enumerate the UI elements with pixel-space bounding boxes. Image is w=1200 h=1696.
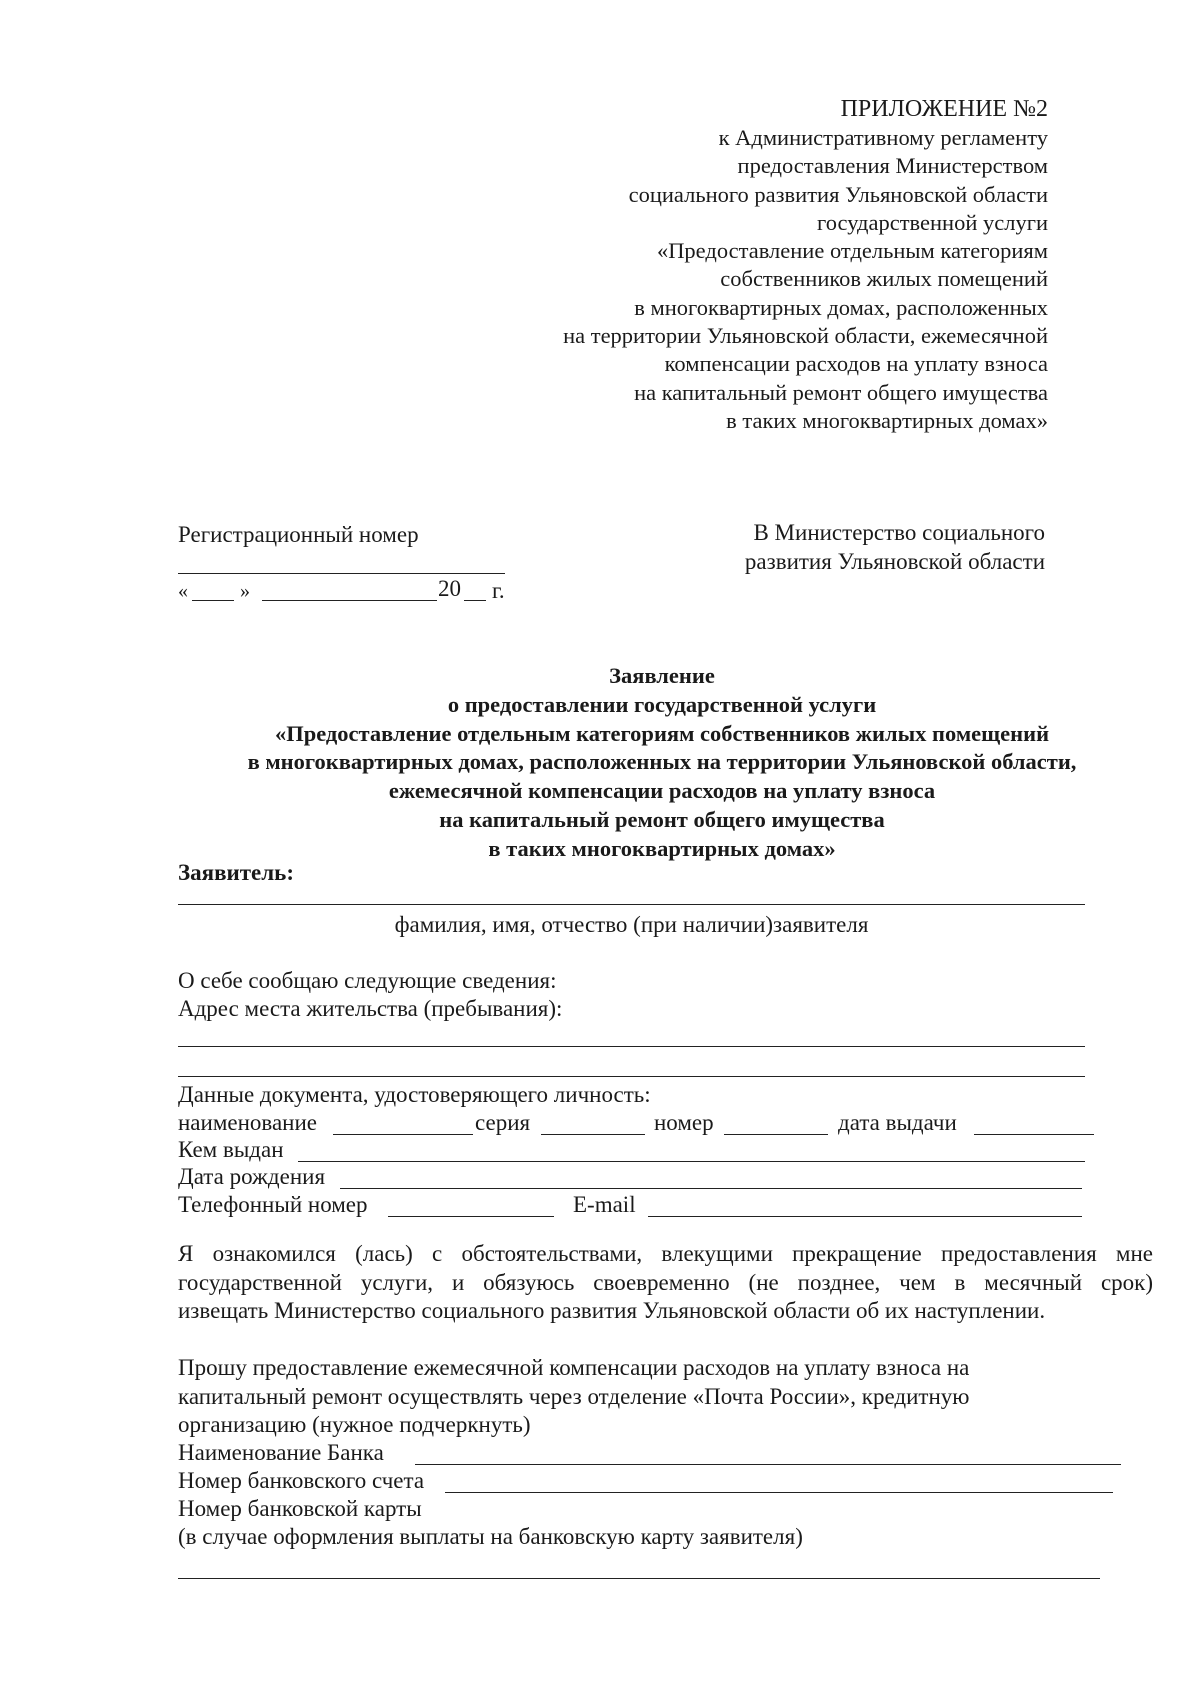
info-intro: О себе сообщаю следующие сведения: bbox=[178, 968, 557, 993]
registration-label: Регистрационный номер bbox=[178, 522, 419, 547]
title-line: ежемесячной компенсации расходов на уплату взноса bbox=[388, 778, 936, 804]
acknowledgement-paragraph bbox=[178, 1240, 1153, 1326]
year-suffix: г. bbox=[492, 578, 505, 603]
phone-label: Телефонный номер bbox=[178, 1192, 368, 1217]
title-line: в таких многоквартирных домах» bbox=[488, 835, 836, 861]
header-line: в таких многоквартирных домах» bbox=[726, 407, 1048, 433]
birth-date-field[interactable] bbox=[340, 1188, 1082, 1189]
applicant-fio-field[interactable] bbox=[178, 904, 1085, 905]
id-document-heading: Данные документа, удостоверяющего личность: bbox=[178, 1082, 651, 1107]
id-series-field[interactable] bbox=[541, 1134, 645, 1135]
header-line: собственников жилых помещений bbox=[720, 266, 1048, 292]
bank-card-note: (в случае оформления выплаты на банковскую карту заявителя) bbox=[178, 1524, 803, 1549]
id-issue-date-field[interactable] bbox=[974, 1134, 1094, 1135]
header-line: в многоквартирных домах, расположенных bbox=[634, 294, 1048, 320]
year-prefix: 20 bbox=[438, 576, 461, 601]
header-line: на территории Ульяновской области, ежемесячной bbox=[563, 323, 1048, 349]
header-line: социального развития Ульяновской области bbox=[628, 181, 1048, 207]
header-line: предоставления Министерством bbox=[737, 153, 1048, 179]
address-field-line-2[interactable] bbox=[178, 1076, 1085, 1077]
document-title bbox=[0, 662, 1200, 864]
header-line: к Административному регламенту bbox=[718, 125, 1048, 150]
header-line: «Предоставление отдельным категориям bbox=[656, 238, 1048, 264]
address-field-line-1[interactable] bbox=[178, 1046, 1085, 1047]
bank-card-field[interactable] bbox=[178, 1578, 1100, 1579]
title-line: Заявление bbox=[609, 663, 715, 688]
registration-year-field[interactable] bbox=[464, 600, 486, 601]
recipient-line: В Министерство социального bbox=[753, 520, 1045, 545]
issued-by-label: Кем выдан bbox=[178, 1137, 284, 1162]
id-number-label: номер bbox=[654, 1110, 714, 1135]
title-line: на капитальный ремонт общего имущества bbox=[439, 806, 885, 832]
payment-line: Прошу предоставление ежемесячной компенсации расходов на уплату взноса на bbox=[178, 1355, 970, 1380]
bank-card-label: Номер банковской карты bbox=[178, 1496, 422, 1521]
id-issue-date-label: дата выдачи bbox=[838, 1110, 957, 1135]
birth-date-label: Дата рождения bbox=[178, 1164, 326, 1189]
email-field[interactable] bbox=[648, 1216, 1082, 1217]
acknowledgement-line: государственной услуги, и обязуюсь своевременно (не позднее, чем в месячный срок) bbox=[178, 1269, 1153, 1295]
title-line: в многоквартирных домах, расположенных на территории Ульяновской области, bbox=[247, 749, 1077, 775]
payment-line: капитальный ремонт осуществлять через отделение «Почта России», кредитную bbox=[178, 1383, 970, 1409]
email-label: E-mail bbox=[573, 1192, 636, 1217]
id-number-field[interactable] bbox=[724, 1134, 828, 1135]
id-name-field[interactable] bbox=[333, 1134, 473, 1135]
address-label: Адрес места жительства (пребывания): bbox=[178, 996, 563, 1021]
bank-account-label: Номер банковского счета bbox=[178, 1468, 425, 1493]
title-line: о предоставлении государственной услуги bbox=[447, 691, 877, 717]
applicant-label: Заявитель: bbox=[178, 860, 294, 885]
bank-name-field[interactable] bbox=[415, 1464, 1121, 1465]
bank-account-field[interactable] bbox=[445, 1492, 1113, 1493]
appendix-header-lines bbox=[563, 124, 1048, 435]
bank-name-label: Наименование Банка bbox=[178, 1440, 384, 1465]
date-open-quote: « bbox=[178, 580, 188, 602]
registration-day-field[interactable] bbox=[192, 600, 234, 601]
acknowledgement-line: извещать Министерство социального развития Ульяновской области об их наступлении. bbox=[178, 1298, 1046, 1323]
recipient-block bbox=[745, 518, 1045, 576]
recipient-line: развития Ульяновской области bbox=[744, 549, 1045, 574]
acknowledgement-line: Я ознакомился (лась) с обстоятельствами, влекущими прекращение предоставления мне bbox=[178, 1241, 1153, 1266]
registration-number-field[interactable] bbox=[178, 573, 505, 574]
appendix-title: ПРИЛОЖЕНИЕ №2 bbox=[840, 96, 1048, 122]
applicant-fio-caption: фамилия, имя, отчество (при наличии)заявителя bbox=[394, 912, 869, 937]
date-close-quote: » bbox=[240, 580, 250, 602]
title-line: «Предоставление отдельным категориям собственников жилых помещений bbox=[274, 720, 1050, 746]
phone-field[interactable] bbox=[388, 1216, 554, 1217]
registration-month-field[interactable] bbox=[262, 600, 437, 601]
id-series-label: серия bbox=[475, 1110, 531, 1135]
payment-line: организацию (нужное подчеркнуть) bbox=[178, 1412, 531, 1437]
issued-by-field[interactable] bbox=[298, 1161, 1085, 1162]
payment-paragraph bbox=[178, 1354, 969, 1440]
header-line: государственной услуги bbox=[817, 209, 1048, 235]
id-name-label: наименование bbox=[178, 1110, 317, 1135]
header-line: компенсации расходов на уплату взноса bbox=[664, 351, 1048, 377]
header-line: на капитальный ремонт общего имущества bbox=[634, 379, 1048, 405]
